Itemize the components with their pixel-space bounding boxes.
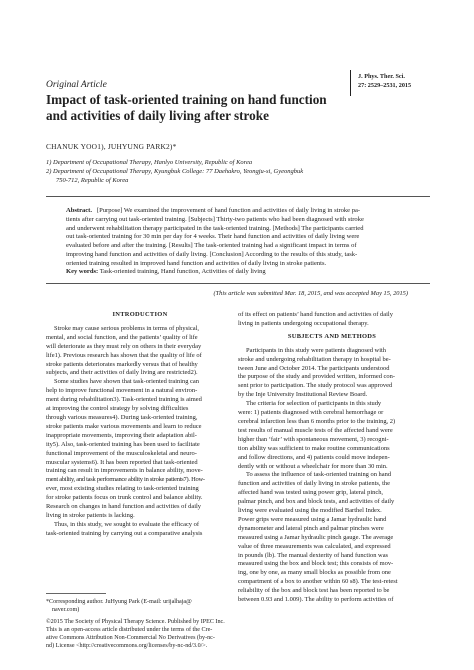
divider-bottom [46, 283, 430, 284]
intro-paragraph-continued [238, 311, 426, 329]
text-line: of its effect on patients’ hand function and activities of daily [238, 311, 393, 318]
footnote-line: naver.com) [52, 607, 80, 614]
text-line: Thus, in this study, we sought to evaluate the efficacy of [54, 520, 199, 528]
text-line: ment during rehabilitation3). Task-oriented training is aimed [46, 396, 202, 404]
text-line: To assess the influence of task-oriented training on hand [246, 471, 392, 479]
text-line: measured using the box and block test; this consists of mov- [238, 560, 394, 568]
section-heading-introduction: INTRODUCTION [112, 311, 168, 318]
intro-paragraph-2 [46, 378, 234, 521]
journal-info-divider [350, 70, 351, 96]
abstract-line: improving hand function and activities of daily living. [Conclusion] According to the results of this study, task- [66, 250, 358, 258]
text-line: dently with or without a wheelchair for more than 30 min. [238, 462, 388, 470]
text-line: ment ability, and task performance ability in stroke patients7). How- [46, 476, 205, 484]
text-line: functional improvement of the musculoskeletal and neuro- [46, 449, 197, 457]
abstract-line: evaluated before and after the training. [Results] The task-oriented training had a significant impact in terms of [66, 242, 357, 249]
article-type: Original Article [46, 80, 107, 90]
intro-paragraph-3 [46, 521, 234, 539]
text-line: Participants in this study were patients diagnosed with [246, 346, 386, 354]
abstract [66, 207, 408, 277]
footnote-rule [46, 593, 106, 594]
text-line: reliability of the box and block test has been reported to be [238, 587, 390, 595]
title-line-1: Impact of task-oriented training on hand function [46, 92, 327, 107]
text-line: higher than ‘fair’ with spontaneous movement, 3) recogni- [238, 435, 389, 443]
journal-info [358, 72, 411, 90]
left-column [46, 311, 234, 539]
keywords-label: Key words: [66, 268, 99, 276]
text-line: function and activities of daily living in stroke patients, the [238, 480, 390, 488]
abstract-line: tients after carrying out task-oriented training. [Subjects] Thirty-two patients who had been diagnosed with stroke [66, 215, 364, 223]
text-line: life1). Previous research has shown that the quality of life of [46, 351, 202, 359]
footnote [46, 598, 234, 651]
keywords-text: Task-oriented training, Hand function, Activities of daily living [99, 268, 266, 276]
text-line: living in stroke patients is lacking. [46, 511, 135, 519]
text-line: stroke patients deteriorates markedly versus that of healthy [46, 360, 198, 368]
text-line: will deteriorate as they must rely on others in their everyday [46, 342, 202, 350]
text-line: Power grips were measured using a Jamar hydraulic hand [238, 515, 387, 523]
journal-volume: 27: 2529–2531, 2015 [358, 82, 412, 89]
text-line: The criteria for selection of participants in this study [246, 400, 382, 408]
title-line-2: and activities of daily living after stroke [46, 107, 269, 123]
affiliation-2: 2) Department of Occupational Therapy, Kyungbuk College: 77 Daehakro, Yeongju-si, Gyeongbuk [46, 168, 304, 175]
section-heading-methods: SUBJECTS AND METHODS [287, 332, 377, 340]
text-line: between 0.93 and 1.009). The ability to perform activities of [238, 596, 394, 604]
text-line: living in patients undergoing occupational therapy. [238, 319, 369, 327]
text-line: sent prior to participation. The study protocol was approved [238, 382, 393, 390]
text-line: the purpose of the study and provided written, informed con- [238, 373, 395, 381]
license-line: nd) License <http://creativecommons.org/licenses/by-nc-nd/3.0/>. [46, 643, 208, 650]
intro-paragraph-1 [46, 325, 234, 378]
affiliation-2-cont: 750-712, Republic of Korea [56, 177, 129, 184]
text-line: were: 1) patients diagnosed with cerebral hemorrhage or [238, 409, 384, 417]
text-line: for stroke patients focus on trunk control and balance ability. [46, 494, 203, 502]
text-line: tion ability was sufficient to make routine communications [238, 444, 390, 452]
text-line: and follow directions, and 4) patients could move indepen- [238, 453, 390, 461]
text-line: by the Inje University Institutional Review Board. [238, 391, 368, 399]
text-line: ity5). Also, task-oriented training has been used to facilitate [46, 440, 200, 448]
footnote-line: *Corresponding author. JuHyung Park (E-mail: urijalhaja@ [46, 599, 192, 605]
text-line: mental, and social function, and the patients’ quality of life [46, 333, 198, 341]
abstract-label: Abstract. [66, 207, 92, 214]
journal-name: J. Phys. Ther. Sci. [358, 73, 405, 80]
authors: CHANUK YOO1), JUHYUNG PARK2)* [46, 142, 177, 151]
keywords-line [66, 268, 408, 277]
text-line: Some studies have shown that task-oriented training can [54, 378, 199, 386]
text-line: affected hand was tested using power grip, lateral pinch, [238, 489, 384, 497]
text-line: Research on changes in hand function and activities of daily [46, 503, 201, 511]
text-line: stroke patients make various movements and learn to reduce [46, 422, 202, 430]
divider-top [46, 196, 430, 197]
text-line: palmar pinch, and box and block tests, and activities of daily [238, 498, 395, 506]
abstract-line: out task-oriented training for 30 min per day for 4 weeks. Their hand function and activities of daily living were [66, 233, 360, 241]
methods-paragraph-2 [238, 400, 426, 471]
text-line: dynamometer and lateral pinch and palmar pinches were [238, 524, 384, 532]
text-line: help to improve functional movement in a natural environ- [46, 387, 198, 395]
right-column [238, 311, 426, 605]
text-line: living were evaluated using the modified Barthel Index. [238, 507, 382, 515]
abstract-line: and underwent rehabilitation therapy participated in the task-oriented training. [Methods] The participants carried [66, 224, 364, 232]
methods-paragraph-1 [238, 347, 426, 400]
abstract-line [66, 207, 408, 216]
text-line: subjects, and their activities of daily living are restricted2). [46, 369, 198, 377]
text-line: Stroke may cause serious problems in terms of physical, [54, 324, 199, 332]
abstract-text: [Purpose] We examined the improvement of hand function and activities of daily living in stroke pa- [96, 207, 361, 214]
text-line: value of three measurements was calculated, and expressed [238, 542, 391, 550]
page-title [46, 92, 346, 123]
license-line: ©2015 The Society of Physical Therapy Science. Published by IPEC Inc. [46, 619, 225, 626]
text-line: in pounds (lb). The manual dexterity of hand function was [238, 551, 389, 559]
text-line: compartment of a box to another within 60 s8). The test-retest [238, 578, 398, 586]
text-line: cerebral infarction less than 6 months prior to the training, 2) [238, 417, 396, 425]
abstract-line: oriented training resulted in improved hand function and activities of daily living in stroke patients. [66, 259, 327, 267]
text-line: ing, one by one, as many small blocks as possible from one [238, 569, 391, 577]
text-line: test results of manual muscle tests of the affected hand were [238, 426, 393, 434]
affiliation-1: 1) Department of Occupational Therapy, Hanlyo University, Republic of Korea [46, 159, 253, 166]
license-line: ative Commons Attribution Non-Commercial No Derivatives (by-nc- [46, 635, 215, 642]
text-line: training can result in improvements in balance ability, move- [46, 467, 203, 475]
text-line: tween June and October 2014. The participants understood [238, 364, 390, 372]
text-line: ever, most existing studies relating to task-oriented training [46, 485, 199, 493]
text-line: muscular systems6). It has been reported that task-oriented [46, 458, 198, 466]
text-line: at improving the control strategy by solving difficulties [46, 405, 189, 413]
text-line: stroke and undergoing rehabilitation therapy in hospital be- [238, 355, 391, 363]
submission-dates: (This article was submitted Mar. 18, 2015, and was accepted May 15, 2015) [213, 290, 408, 297]
affiliations [46, 158, 426, 185]
text-line: inappropriate movements, improving their adaptation abil- [46, 431, 197, 439]
text-line: through various measures4). During task-oriented training, [46, 413, 198, 421]
methods-paragraph-3 [238, 471, 426, 605]
license-line: This is an open-access article distributed under the terms of the Cre- [46, 627, 213, 634]
text-line: task-oriented training by carrying out a comparative analysis [46, 529, 203, 537]
text-line: measured using a Jamar hydraulic pinch gauge. The average [238, 533, 394, 541]
